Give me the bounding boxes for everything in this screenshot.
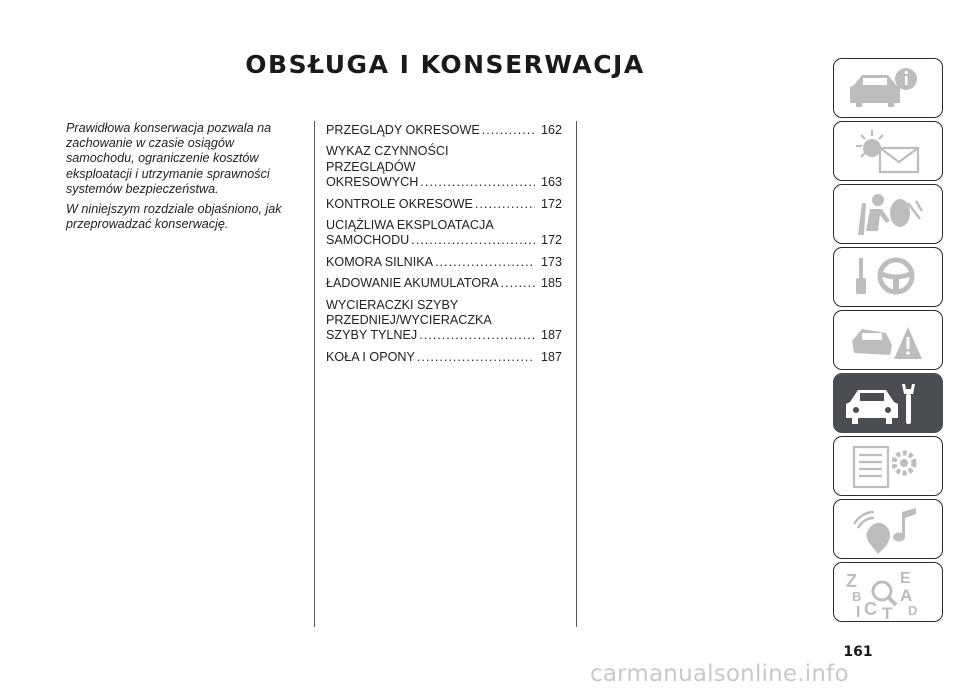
list-gear-icon [842,441,932,493]
toc-entry[interactable] [326,197,562,212]
watermark: carmanualsonline.info [590,661,849,687]
toc-page-number: 172 [540,196,562,211]
car-info-icon [842,63,932,115]
toc-entry-title: PRZEGLĄDÓW [326,159,416,174]
alphabet-index-icon [842,567,932,619]
index-letter: E [900,570,911,587]
toc-leader-dots [420,175,535,190]
toc-page-number: 163 [540,175,562,190]
index-letter: D [908,603,918,618]
toc-page-number: 187 [540,349,562,364]
toc-page-number: 162 [540,123,562,137]
toc-leader-dots [411,233,535,248]
toc-entry-title: KOŁA I OPONY [326,349,415,364]
chapter-tab[interactable] [833,436,943,496]
toc-entry[interactable] [326,123,562,138]
toc-entry[interactable] [326,255,562,270]
toc-entry-title: KOMORA SILNIKA [326,254,434,269]
toc-leader-dots [501,276,535,291]
toc-entry-title: SAMOCHODU [326,233,410,248]
car-wrench-icon [842,378,932,430]
toc-entry[interactable] [326,350,562,365]
toc-entry[interactable] [326,276,562,291]
column-divider [314,121,315,627]
toc-entry-title: SZYBY TYLNEJ [326,328,418,343]
key-steering-wheel-icon [842,252,932,304]
chapter-tab[interactable] [833,247,943,307]
page-number: 161 [843,644,873,660]
chapter-tab[interactable] [833,562,943,622]
airbag-seat-icon [842,189,932,241]
table-of-contents [326,123,562,371]
column-divider [576,121,577,627]
toc-entry-title: OKRESOWYCH [326,175,419,190]
toc-entry[interactable] [326,218,562,249]
chapter-intro [66,121,302,237]
music-signal-icon [842,504,932,556]
intro-paragraph: Prawidłowa konserwacja pozwala na zachowanie w czasie osiągów samochodu, ograniczenie kosztów eksploatacji i utrzymanie sprawności systemów bezpieczeństwa. [66,121,272,196]
toc-entry[interactable] [326,298,562,344]
toc-entry-title: WYKAZ CZYNNOŚCI [326,144,449,159]
index-letter: C [864,599,877,619]
toc-entry-title: WYCIERACZKI SZYBY [326,297,459,312]
toc-leader-dots [435,255,535,270]
toc-entry-title: PRZEGLĄDY OKRESOWE [326,123,480,137]
toc-leader-dots [419,328,535,343]
chapter-tab[interactable] [833,310,943,370]
index-letter: A [900,586,913,605]
index-letter: B [852,589,862,604]
toc-page-number: 173 [540,254,562,269]
toc-entry-title: PRZEDNIEJ/WYCIERACZKA [326,313,492,328]
chapter-tab[interactable] [833,58,943,118]
toc-page-number: 187 [540,328,562,343]
toc-leader-dots [417,350,535,365]
index-letter: I [856,604,861,619]
car-warning-icon [842,315,932,367]
chapter-tab[interactable] [833,373,943,433]
toc-entry[interactable] [326,144,562,190]
chapter-tab[interactable] [833,184,943,244]
toc-page-number: 172 [540,233,562,248]
chapter-tab[interactable] [833,121,943,181]
toc-entry-title: UCIĄŻLIWA EKSPLOATACJA [326,218,494,233]
toc-leader-dots [475,197,535,212]
toc-entry-title: KONTROLE OKRESOWE [326,196,473,211]
chapter-tab[interactable] [833,499,943,559]
index-letter: Z [846,571,857,591]
page-title: OBSŁUGA I KONSERWACJA [245,50,645,79]
toc-page-number: 185 [540,276,562,291]
index-letter: T [882,604,893,619]
toc-leader-dots [482,123,535,138]
toc-entry-title: ŁADOWANIE AKUMULATORA [326,276,499,291]
sun-envelope-icon [842,126,932,178]
intro-paragraph: W niniejszym rozdziale objaśniono, jak przeprowadzać konserwację. [66,202,282,232]
